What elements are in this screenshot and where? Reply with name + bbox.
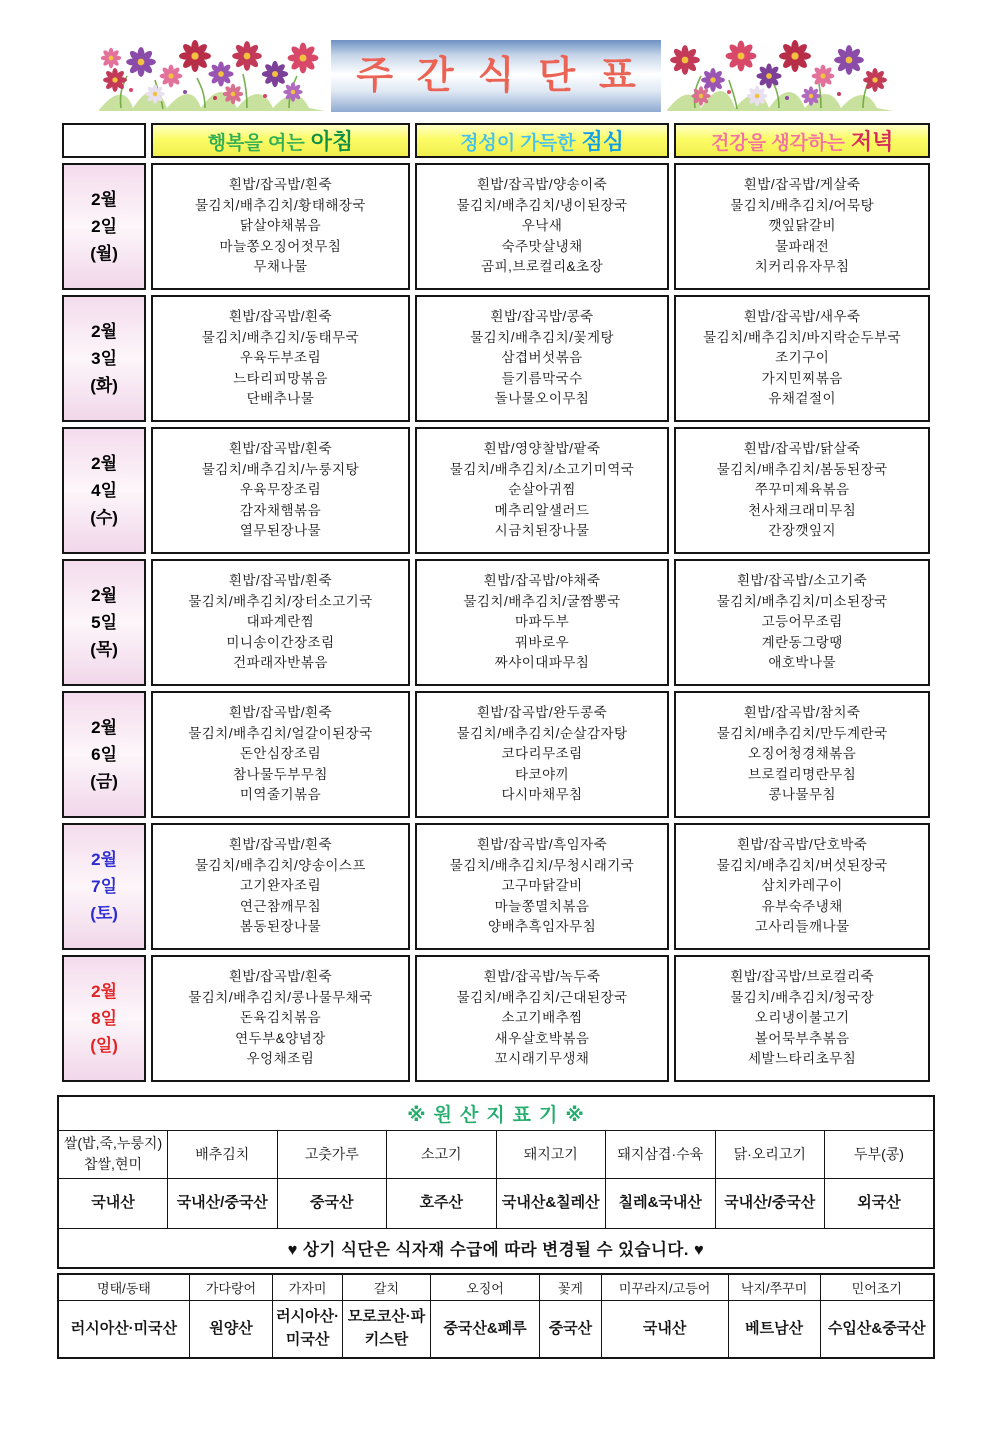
menu-item: 유채겉절이: [768, 391, 837, 407]
date-line: 2월: [91, 322, 118, 341]
origin-section: [57, 1095, 935, 1359]
origin-value-cell: 중국산: [277, 1178, 387, 1228]
breakfast-header: [151, 123, 410, 158]
seafood-header-cell: 민어조기: [820, 1274, 934, 1300]
date-line: 2일: [91, 217, 118, 236]
date-line: 6일: [91, 745, 118, 764]
lunch-menu-cell: [415, 559, 670, 686]
menu-item: 물김치/배추김치/굴짬뽕국: [463, 593, 621, 609]
menu-item: 콩나물무침: [768, 787, 837, 803]
menu-item: 고구마닭갈비: [501, 878, 583, 894]
menu-item: 흰밥/잡곡밥/흰죽: [228, 177, 333, 193]
weekly-menu-table: [57, 118, 935, 1087]
origin-header-cell: 닭·오리고기: [715, 1130, 825, 1178]
menu-item: 흰밥/잡곡밥/게살죽: [743, 177, 861, 193]
title-banner: [0, 36, 992, 116]
origin-value-cell: 국내산/중국산: [168, 1178, 278, 1228]
menu-item: 흰밥/잡곡밥/참치죽: [743, 705, 861, 721]
dinner-menu-cell: [674, 823, 930, 950]
origin-value-cell: 외국산: [825, 1178, 935, 1228]
origin-value-cell: 국내산/중국산: [715, 1178, 825, 1228]
date-line: 2월: [91, 454, 118, 473]
menu-item: 열무된장나물: [239, 523, 322, 539]
origin-table-seafood: [57, 1273, 935, 1359]
menu-item: 물김치/배추김치/누룽지탕: [201, 461, 360, 477]
date-line: 2월: [91, 850, 118, 869]
menu-item: 물파래전: [775, 238, 830, 254]
dinner-menu-cell: [674, 691, 930, 818]
origin-value-cell: 칠레&국내산: [606, 1178, 716, 1228]
menu-item: 시금치된장나물: [494, 523, 590, 539]
menu-item: 흰밥/잡곡밥/흰죽: [228, 969, 333, 985]
dinner-menu-cell: [674, 295, 930, 422]
origin-title: ※원산지표기※: [58, 1096, 934, 1130]
menu-change-notice: ♥ 상기 식단은 식자재 수급에 따라 변경될 수 있습니다. ♥: [58, 1228, 934, 1268]
date-line: (화): [90, 376, 118, 395]
menu-item: 참나물두부무침: [233, 766, 328, 782]
seafood-value-cell: 국내산: [601, 1300, 728, 1358]
menu-item: 볼어묵부추볶음: [754, 1030, 850, 1046]
seafood-value-cell: 모로코산·파키스탄: [343, 1300, 431, 1358]
dinner-menu-cell: [674, 559, 930, 686]
menu-item: 애호박나물: [768, 655, 837, 671]
menu-day-row: [62, 559, 930, 686]
menu-item: 물김치/배추김치/얼갈이된장국: [188, 725, 373, 741]
menu-day-row: [62, 163, 930, 290]
lunch-menu-cell: [415, 691, 670, 818]
menu-item: 양배추흑임자무침: [487, 919, 597, 935]
seafood-header-cell: 가자미: [273, 1274, 343, 1300]
menu-item: 물김치/배추김치/콩나물무채국: [188, 989, 373, 1005]
menu-item: 물김치/배추김치/황태해장국: [194, 197, 366, 213]
menu-item: 간장깻잎지: [768, 523, 837, 539]
menu-table-body: [62, 163, 930, 1082]
date-cell: [62, 955, 146, 1082]
breakfast-menu-cell: [151, 295, 410, 422]
notice-row: [58, 1228, 934, 1268]
breakfast-menu-cell: [151, 823, 410, 950]
date-line: 4일: [91, 481, 118, 500]
date-line: 8일: [91, 1009, 118, 1028]
seafood-value-cell: 수입산&중국산: [820, 1300, 934, 1358]
menu-item: 꿔바로우: [514, 634, 570, 650]
seafood-header-cell: 꽃게: [540, 1274, 601, 1300]
menu-item: 흰밥/잡곡밥/야채죽: [483, 573, 601, 589]
menu-item: 물김치/배추김치/미소된장국: [716, 593, 888, 609]
menu-item: 흰밥/잡곡밥/소고기죽: [737, 573, 868, 589]
menu-item: 단배추나물: [246, 391, 315, 407]
dinner-header-prefix: 건강을 생각하는: [711, 133, 845, 154]
menu-item: 타코야끼: [514, 766, 570, 782]
menu-item: 치커리유자무침: [754, 259, 850, 275]
menu-item: 마늘쫑멸치볶음: [494, 898, 590, 914]
menu-item: 물김치/배추김치/동태무국: [201, 329, 360, 345]
menu-item: 오리냉이불고기: [754, 1010, 850, 1026]
origin-header-cell: 돼지삼겹·수육: [606, 1130, 716, 1178]
menu-item: 흰밥/잡곡밥/흰죽: [228, 573, 333, 589]
date-cell: [62, 823, 146, 950]
origin-header-cell: 고춧가루: [277, 1130, 387, 1178]
flower-decoration-left: [97, 38, 327, 114]
menu-item: 오징어청경채볶음: [748, 746, 857, 762]
menu-item: 건파래자반볶음: [233, 655, 328, 671]
menu-item: 삼겹버섯볶음: [501, 350, 583, 366]
corner-cell: [62, 123, 146, 158]
menu-item: 봄동된장나물: [239, 919, 322, 935]
seafood-header-cell: 가다랑어: [189, 1274, 272, 1300]
menu-item: 물김치/배추김치/냉이된장국: [456, 197, 628, 213]
menu-day-row: [62, 295, 930, 422]
breakfast-menu-cell: [151, 559, 410, 686]
seafood-header-cell: 명태/동태: [58, 1274, 189, 1300]
menu-item: 연두부&양념장: [235, 1030, 326, 1046]
menu-item: 우육두부조림: [239, 350, 322, 366]
lunch-header: [415, 123, 670, 158]
seafood-value-cell: 중국산&페루: [430, 1300, 540, 1358]
seafood-header-cell: 미꾸라지/고등어: [601, 1274, 728, 1300]
date-line: (일): [90, 1036, 118, 1055]
seafood-value-cell: 러시아산·미국산: [273, 1300, 343, 1358]
origin-header-cell: 배추김치: [168, 1130, 278, 1178]
menu-item: 감자채햄볶음: [239, 502, 322, 518]
page-title: 주간식단표: [331, 40, 661, 112]
menu-item: 흰밥/잡곡밥/새우죽: [743, 309, 861, 325]
menu-sheet: [0, 36, 992, 1359]
lunch-header-prefix: 정성이 가득한: [460, 133, 576, 154]
menu-item: 유부숙주냉채: [761, 898, 843, 914]
menu-item: 물김치/배추김치/청국장: [730, 989, 875, 1005]
menu-item: 삼치카레구이: [761, 878, 843, 894]
menu-item: 들기름막국수: [501, 370, 583, 386]
lunch-menu-cell: [415, 427, 670, 554]
seafood-value-cell: 러시아산·미국산: [58, 1300, 189, 1358]
origin-title-row: [58, 1096, 934, 1130]
menu-header-row: [62, 123, 930, 158]
menu-item: 계란동그랑땡: [761, 634, 843, 650]
origin-header-cell: 쌀(밥,죽,누룽지) 찹쌀,현미: [58, 1130, 168, 1178]
menu-item: 물김치/배추김치/무청시래기국: [449, 857, 635, 873]
origin-header-cell: 돼지고기: [496, 1130, 606, 1178]
lunch-menu-cell: [415, 823, 670, 950]
menu-item: 우낙새: [521, 218, 563, 234]
menu-item: 물김치/배추김치/근대된장국: [456, 989, 628, 1005]
lunch-menu-cell: [415, 163, 670, 290]
menu-item: 물김치/배추김치/바지락순두부국: [703, 329, 902, 345]
menu-item: 고등어무조림: [761, 614, 843, 630]
menu-item: 짜샤이대파무침: [494, 655, 590, 671]
menu-item: 흰밥/잡곡밥/녹두죽: [483, 969, 601, 985]
menu-item: 깻잎닭갈비: [768, 218, 837, 234]
date-cell: [62, 295, 146, 422]
menu-item: 미역줄기볶음: [239, 787, 322, 803]
breakfast-menu-cell: [151, 691, 410, 818]
lunch-menu-cell: [415, 295, 670, 422]
menu-item: 쭈꾸미제육볶음: [754, 482, 850, 498]
origin-value-cell: 호주산: [387, 1178, 497, 1228]
menu-item: 물김치/배추김치/꽃게탕: [470, 329, 615, 345]
seafood-value-row: [58, 1300, 934, 1358]
menu-item: 무채나물: [253, 259, 308, 275]
menu-item: 흰밥/잡곡밥/단호박죽: [737, 837, 868, 853]
menu-item: 새우살호박볶음: [494, 1030, 590, 1046]
menu-item: 흰밥/잡곡밥/양송이죽: [476, 177, 608, 193]
menu-item: 흰밥/잡곡밥/흰죽: [228, 705, 333, 721]
seafood-header-cell: 갈치: [343, 1274, 431, 1300]
date-line: (목): [90, 640, 118, 659]
date-line: 2월: [91, 190, 118, 209]
menu-item: 흰밥/잡곡밥/브로컬리죽: [730, 969, 875, 985]
breakfast-menu-cell: [151, 427, 410, 554]
menu-item: 물김치/배추김치/소고기미역국: [449, 461, 635, 477]
menu-item: 느타리피망볶음: [233, 370, 328, 386]
origin-value-cell: 국내산&칠레산: [496, 1178, 606, 1228]
seafood-header-cell: 오징어: [430, 1274, 540, 1300]
date-line: 5일: [91, 613, 118, 632]
menu-item: 우육무장조림: [239, 482, 322, 498]
menu-item: 연근참깨무침: [239, 898, 322, 914]
date-line: (토): [90, 904, 118, 923]
date-cell: [62, 559, 146, 686]
menu-item: 물김치/배추김치/장터소고기국: [188, 593, 373, 609]
dinner-menu-cell: [674, 427, 930, 554]
menu-item: 미니송이간장조림: [226, 634, 335, 650]
menu-item: 흰밥/잡곡밥/완두콩죽: [476, 705, 608, 721]
menu-item: 물김치/배추김치/만두계란국: [716, 725, 888, 741]
menu-item: 조기구이: [775, 350, 830, 366]
menu-item: 흰밥/잡곡밥/콩죽: [490, 309, 594, 325]
menu-item: 돈육김치볶음: [239, 1010, 322, 1026]
menu-item: 고사리들깨나물: [754, 919, 850, 935]
menu-item: 메추리알샐러드: [494, 502, 590, 518]
menu-item: 물김치/배추김치/순살감자탕: [456, 725, 628, 741]
menu-item: 흰밥/영양찰밥/팥죽: [483, 441, 601, 457]
menu-item: 곰피,브로컬리&초장: [481, 259, 604, 275]
menu-item: 물김치/배추김치/봄동된장국: [716, 461, 888, 477]
menu-item: 흰밥/잡곡밥/흰죽: [228, 837, 333, 853]
origin-header-cell: 두부(콩): [825, 1130, 935, 1178]
menu-item: 흰밥/잡곡밥/흑임자죽: [476, 837, 608, 853]
menu-item: 브로컬리명란무침: [748, 766, 857, 782]
menu-item: 고기완자조림: [239, 878, 322, 894]
menu-item: 물김치/배추김치/어묵탕: [730, 197, 875, 213]
origin-value-row: [58, 1178, 934, 1228]
flower-decoration-right: [665, 38, 895, 114]
dinner-header: [674, 123, 930, 158]
menu-item: 코다리무조림: [501, 746, 583, 762]
seafood-header-row: [58, 1274, 934, 1300]
seafood-value-cell: 중국산: [540, 1300, 601, 1358]
date-line: 2월: [91, 586, 118, 605]
menu-item: 대파계란찜: [246, 614, 315, 630]
menu-day-row: [62, 823, 930, 950]
seafood-value-cell: 베트남산: [728, 1300, 820, 1358]
date-cell: [62, 691, 146, 818]
menu-item: 닭살야채볶음: [239, 218, 322, 234]
date-line: (수): [90, 508, 118, 527]
date-cell: [62, 427, 146, 554]
dinner-menu-cell: [674, 955, 930, 1082]
origin-value-cell: 국내산: [58, 1178, 168, 1228]
date-cell: [62, 163, 146, 290]
menu-item: 다시마채무침: [501, 787, 583, 803]
menu-item: 물김치/배추김치/버섯된장국: [716, 857, 888, 873]
lunch-header-label: 점심: [581, 129, 625, 154]
date-line: (금): [90, 772, 118, 791]
menu-item: 물김치/배추김치/양송이스프: [194, 857, 366, 873]
date-line: 2월: [91, 718, 118, 737]
menu-day-row: [62, 691, 930, 818]
dinner-menu-cell: [674, 163, 930, 290]
menu-item: 마파두부: [514, 614, 570, 630]
menu-item: 흰밥/잡곡밥/흰죽: [228, 441, 333, 457]
breakfast-header-label: 아침: [310, 129, 354, 154]
menu-day-row: [62, 955, 930, 1082]
menu-item: 세발느타리초무침: [748, 1051, 857, 1067]
seafood-value-cell: 원양산: [189, 1300, 272, 1358]
origin-table-main: [57, 1095, 935, 1269]
menu-item: 소고기배추찜: [501, 1010, 583, 1026]
breakfast-menu-cell: [151, 955, 410, 1082]
menu-item: 천사채크래미무침: [748, 502, 857, 518]
date-line: 7일: [91, 877, 118, 896]
menu-item: 순살아귀찜: [508, 482, 576, 498]
date-line: 2월: [91, 982, 118, 1001]
menu-item: 흰밥/잡곡밥/흰죽: [228, 309, 333, 325]
menu-item: 흰밥/잡곡밥/닭살죽: [743, 441, 861, 457]
menu-day-row: [62, 427, 930, 554]
dinner-header-label: 저녁: [850, 129, 894, 154]
date-line: (월): [90, 244, 118, 263]
menu-item: 숙주맛살냉채: [501, 238, 583, 254]
menu-item: 가지민찌볶음: [761, 370, 843, 386]
breakfast-header-prefix: 행복을 여는: [207, 133, 305, 154]
breakfast-menu-cell: [151, 163, 410, 290]
lunch-menu-cell: [415, 955, 670, 1082]
origin-header-row: [58, 1130, 934, 1178]
origin-header-cell: 소고기: [387, 1130, 497, 1178]
menu-item: 우엉채조림: [246, 1051, 315, 1067]
menu-item: 마늘쫑오징어젓무침: [219, 238, 342, 254]
menu-item: 꼬시래기무생채: [494, 1051, 590, 1067]
menu-item: 돈안심장조림: [239, 746, 322, 762]
seafood-header-cell: 낙지/쭈꾸미: [728, 1274, 820, 1300]
menu-item: 돌나물오이무침: [494, 391, 590, 407]
date-line: 3일: [91, 349, 118, 368]
